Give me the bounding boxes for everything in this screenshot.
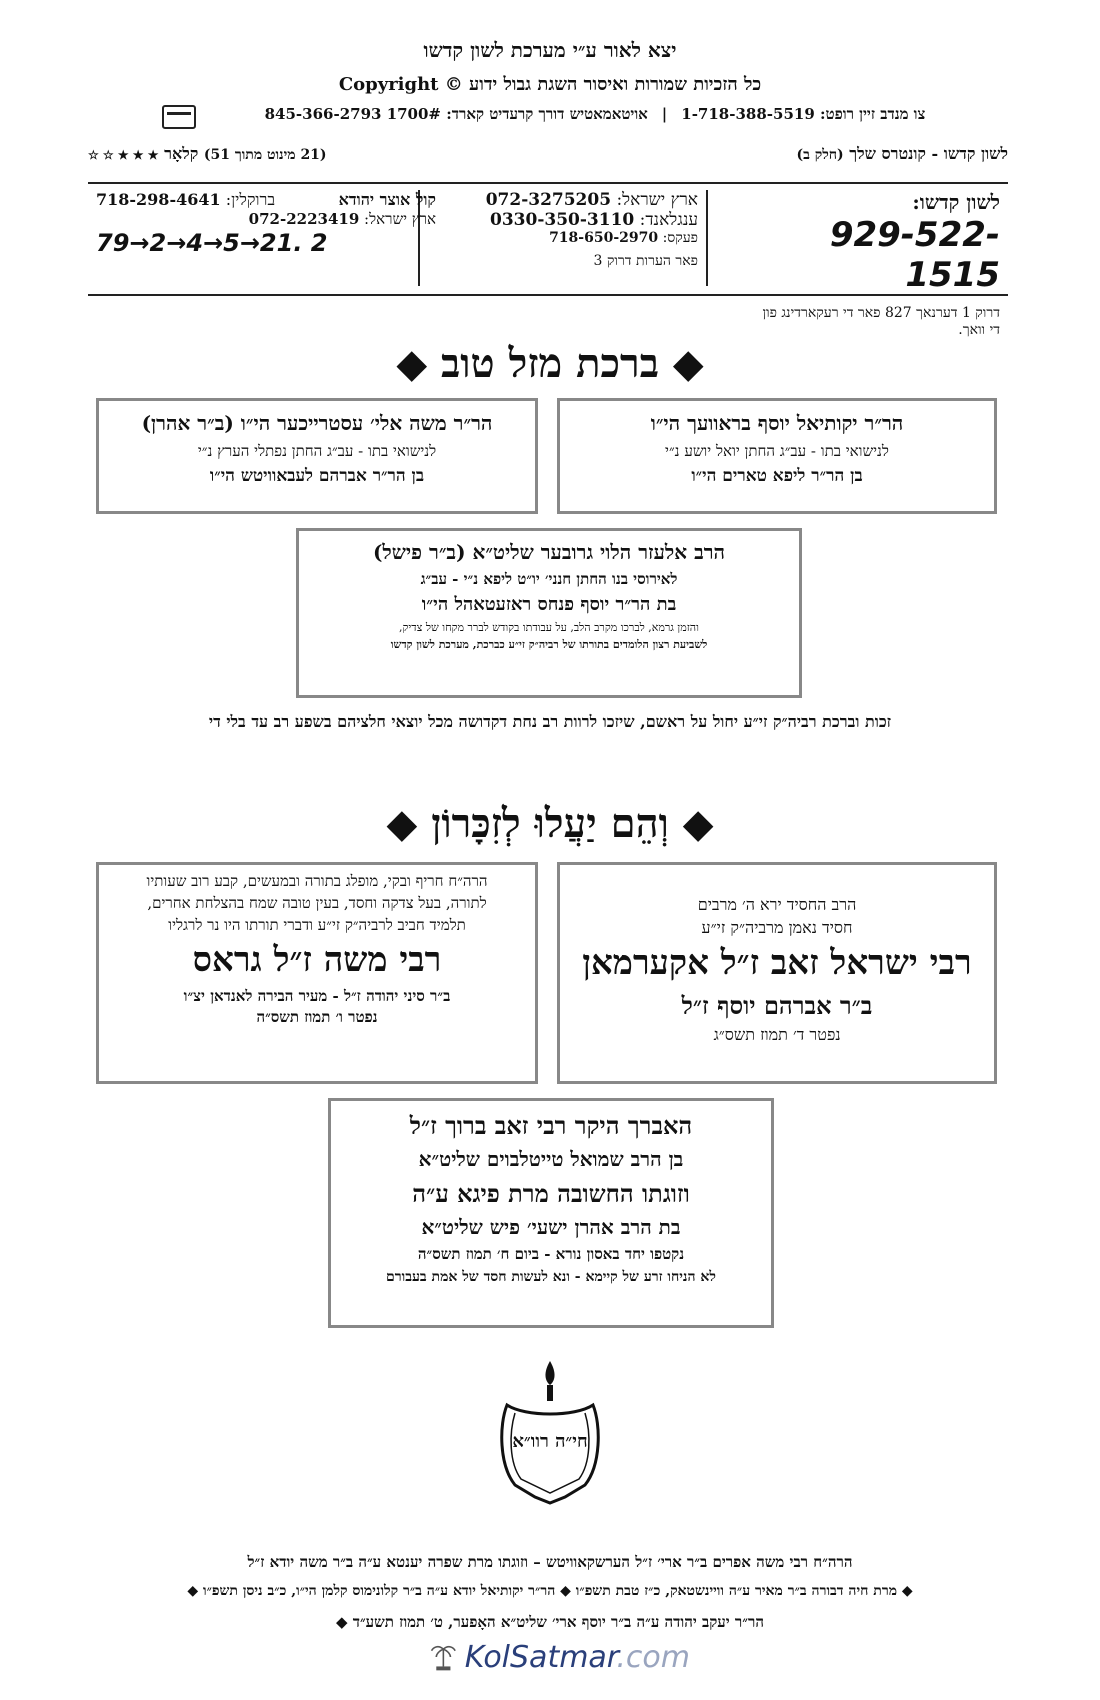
star-rating-icon: ★ ★ ★ ☆ ☆	[88, 148, 159, 162]
mazal-3-blessing: לשביעת רצון הלומדים בתורתו של רביה״ק זי״ע כברכת, מערכת לשון קדשו	[390, 638, 708, 652]
memorial-1-father: ב״ר אברהם יוסף ז״ל	[681, 990, 873, 1020]
brooklyn-row	[96, 190, 436, 210]
watermark-tld: .com	[616, 1639, 690, 1675]
copyright-line	[0, 74, 1100, 95]
memorial-box-3	[328, 1098, 774, 1328]
israel-row	[428, 190, 698, 210]
brooklyn-phone[interactable]: 718-298-4641	[96, 190, 221, 209]
copyright-latin: Copyright ©	[338, 74, 463, 95]
memorial-1-date: נפטר ד׳ תמוז תשס״ג	[713, 1025, 841, 1045]
israel-label: ארץ ישראל:	[616, 190, 698, 210]
intl-contact	[418, 190, 708, 286]
candle-emblem-icon	[495, 1355, 605, 1505]
donation-separator: |	[661, 105, 668, 123]
memorial-2-line3: תלמיד חביב לרביה״ק זי״ע ודברי תורתו היו נר לרגליו	[168, 915, 466, 934]
memorial-3-date: נקטפו יחד באסון נורא - ביום ח׳ תמוז תשס״ה	[417, 1245, 685, 1264]
mazal-1-name: הר״ר יקותיאל יוסף בראוועך הי״ו	[650, 411, 904, 435]
donation-phone[interactable]: צו מנדב זיין רופט: 1-718-388-5519	[681, 105, 926, 123]
memorial-3-name: האברך היקר רבי זאב ברוך ז״ל	[409, 1111, 693, 1140]
palm-tree-icon	[430, 1639, 457, 1675]
footer-line-2: ◆ מרת חיה דבורה ב״ר מאיר ע״ה וויינשטאק, כ״ז טבת תשפ״ו ◆ הר״ר יקותיאל יודא ע״ה ב״ר קלונימוס קלמן הי״ו, כ״ב ניסן תשפ״ו ◆	[187, 1583, 913, 1599]
zikaron-title: ◆ וְהֵם יַעֲלוּ לְזִכָּרוֹן ◆	[386, 800, 714, 847]
memorial-3-note: לא הניחו זרע של קיימא - ונא לעשות חסד של אמת בעבורם	[386, 1268, 716, 1285]
footer-line-3: הר״ר יעקב יהודה ע״ה ב״ר יוסף ארי׳ שליט״א האָפער, ט׳ תמוז תשע״ד ◆	[336, 1613, 764, 1631]
memorial-1-title: הרב החסיד ירא ה׳ מרבים	[697, 895, 857, 914]
memorial-1-subtitle: חסיד נאמן מרביה״ק זי״ע	[701, 918, 853, 938]
mazal-tov-title: ◆ ברכת מזל טוב ◆	[396, 340, 704, 387]
fax-number[interactable]: 718-650-2970	[549, 230, 659, 246]
memorial-3-father: בן הרב שמואל טייטלבוים שליט״א	[418, 1147, 684, 1172]
memorial-2-father: ב״ר סיני יהודה ז״ל - מעיר הבירה לאנדאן יצ״ו	[183, 986, 451, 1005]
emblem-text: חי״ה רוו״א	[512, 1431, 588, 1452]
lashon-label: לשון קדשו:	[912, 190, 1000, 214]
program-line	[88, 144, 1008, 164]
memorial-3-wife-father: בת הרב אהרן ישעי׳ פיש שליט״א	[421, 1215, 681, 1240]
memorial-1-name: רבי ישראל זאב ז״ל אקערמאן	[582, 943, 972, 984]
memorial-2-line2: לתורה, בעל צדקה וחסד, בעין טובה שמח בהצלחת אחרים,	[147, 893, 487, 912]
mazal-box-1	[557, 398, 997, 514]
clarity-label: קלאָר	[164, 144, 199, 163]
mazal-3-name: הרב אלעזר הלוי גרובער שליט״א (ב״ר פישל)	[372, 540, 726, 564]
kol-otzar-contact	[96, 190, 436, 257]
program-title	[796, 144, 1008, 164]
blessing-note: זכות וברכת רביה״ק זי״ע יחול על ראשם, שיזכו לרוות רב נחת דקדושה מכל יוצאי חלציהם בשפע רב עד בלי די	[208, 712, 892, 731]
copyright-hebrew: כל הזכיות שמורות ואיסור השגת גבול ידוע	[469, 74, 762, 95]
mazal-3-dedication: והזמן גרמא, לברכו מקרב הלב, על עבודתו בקודש לברר מקחו של צדיק,	[399, 621, 699, 635]
mazal-1-occasion: לנישואי בתו - עב״ג החתן יואל יושע נ״י	[665, 442, 889, 460]
donation-card[interactable]: אויטאמאטיש דורך קרעדיט קארד: 1700# 845-366-2793	[264, 105, 648, 123]
donation-line	[160, 105, 1030, 124]
memorial-2-date: נפטר ו׳ תמוז תשס״ה	[256, 1008, 378, 1027]
england-label: ענגלאנד:	[639, 210, 698, 230]
memorial-box-2	[96, 862, 538, 1084]
kolsatmar-watermark	[430, 1637, 690, 1677]
fax-label: פעקס:	[662, 230, 698, 246]
mazal-2-father: בן הר״ר אברהם לעבאוויטש הי״ו	[209, 466, 425, 486]
contact-info-box	[88, 182, 1008, 338]
main-phone[interactable]: 929-522-1515	[829, 215, 1000, 295]
mazal-box-3	[296, 528, 802, 698]
mazal-2-occasion: לנישואי בתו - עב״ג החתן נפתלי הערץ נ״י	[197, 442, 437, 460]
mazal-1-father: בן הר״ר ליפא טארים הי״ו	[691, 466, 863, 486]
program-part: (חלק ב)	[796, 147, 844, 163]
footer-line-1: הרה״ח רבי משה אפרים ב״ר ארי׳ ז״ל הערשקאוויטש – וזוגתו מרת שפרה יענטא ע״ה ב״ר משה יודא ז״ל	[247, 1553, 853, 1571]
duration-note: (21 מינוט מתוך 51)	[203, 147, 327, 163]
kol-israel-phone[interactable]: 072-2223419	[248, 210, 360, 228]
england-phone[interactable]: 0330-350-3110	[490, 210, 635, 230]
press-instructions: דרוק 1 דערנאך 827 פאר די רעקארדינג פון די וואך.	[762, 305, 1000, 338]
mazal-2-name: הר״ר משה אלי׳ עסטרייכער הי״ו (ב״ר אהרן)	[141, 411, 493, 435]
menu-sequence: 79→2→4→5→21. 2	[96, 229, 328, 257]
credit-card-icon	[162, 105, 196, 129]
memorial-3-wife: וזוגתו החשובה מרת פיגא ע״ה	[412, 1179, 690, 1209]
mazal-3-occasion: לאירוסי בנו החתן חנני׳ יו״ט ליפא נ״י - עב״ג	[420, 570, 678, 588]
kol-otzar-title: קול אוצר יהודא	[338, 190, 436, 209]
kol-israel-label: ארץ ישראל:	[364, 210, 436, 228]
clarity-rating	[88, 144, 327, 164]
comments-note: פאר הערות דרוק 3	[593, 253, 698, 269]
memorial-2-name: רבי משה ז״ל גראס	[192, 940, 442, 981]
fax-row	[428, 230, 698, 247]
memorial-2-line1: הרה״ח חריף ובקי, מופלג בתורה ובמעשים, קבע רוב שעותיו	[146, 872, 488, 890]
mazal-3-father: בת הר״ר יוסף פנחס ראזעטאהל הי״ו	[421, 594, 677, 616]
brooklyn-label: ברוקלין:	[225, 190, 276, 209]
england-row	[428, 210, 698, 230]
memorial-box-1	[557, 862, 997, 1084]
publisher-line: יצא לאור ע״י מערכת לשון קדשו	[423, 38, 677, 62]
watermark-name: KolSatmar	[464, 1639, 617, 1675]
watermark-text[interactable]	[465, 1640, 690, 1675]
kol-israel-row	[96, 210, 436, 229]
israel-phone[interactable]: 072-3275205	[485, 190, 612, 210]
mazal-box-2	[96, 398, 538, 514]
lashon-kodsho-contact	[750, 190, 1000, 339]
program-title-text: לשון קדשו - קונטרס שלך	[849, 144, 1008, 163]
